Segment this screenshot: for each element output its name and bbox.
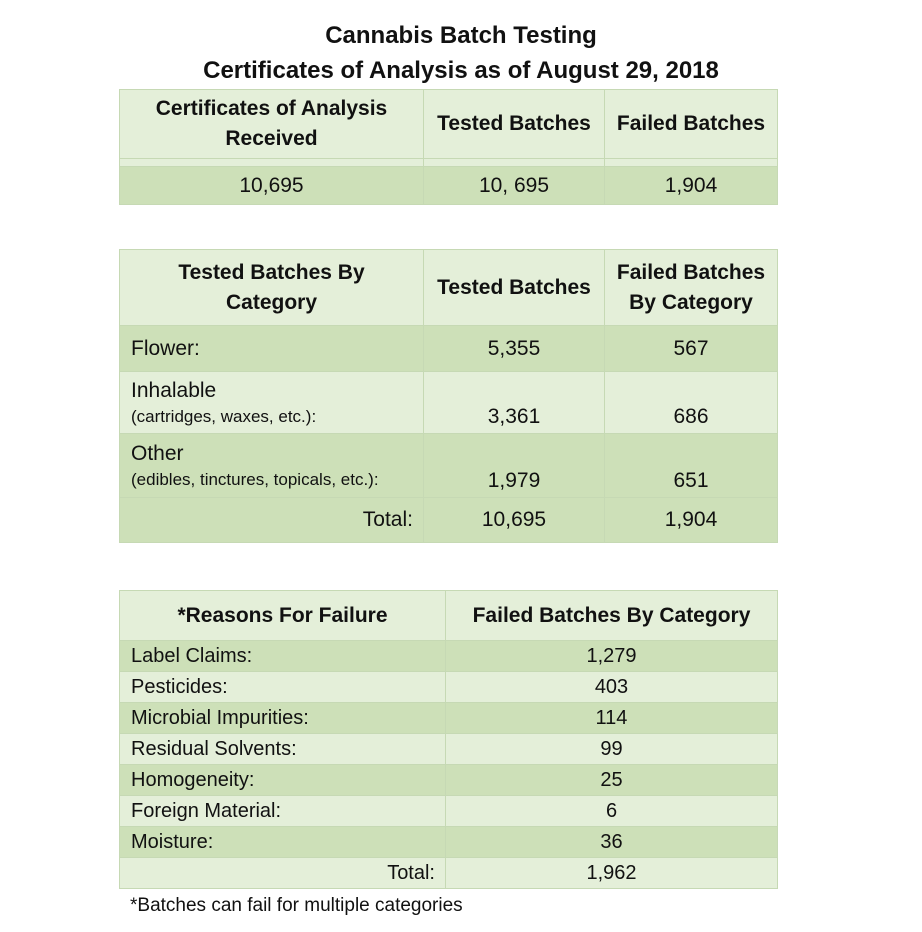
page-title-line2: Certificates of Analysis as of August 29, 2018: [203, 57, 719, 84]
summary-header-failed: Failed Batches: [605, 90, 778, 159]
table-row: [120, 641, 778, 672]
reason-label: Pesticides:: [120, 672, 446, 703]
category-row-failed: 567: [605, 326, 778, 372]
category-row-failed: 651: [605, 434, 778, 498]
reason-label: Foreign Material:: [120, 796, 446, 827]
page-title-line1: Cannabis Batch Testing: [325, 22, 597, 49]
table-row: [120, 434, 778, 498]
category-total-tested: 10,695: [424, 498, 605, 543]
category-row-failed: 686: [605, 372, 778, 434]
reason-label: Moisture:: [120, 827, 446, 858]
reasons-header-label: *Reasons For Failure: [120, 591, 446, 641]
reason-value: 6: [446, 796, 778, 827]
category-header-failed: Failed Batches By Category: [605, 250, 778, 326]
category-row-label: Other: [131, 441, 184, 465]
category-header-label: Tested Batches By Category: [120, 250, 424, 326]
reason-label: Residual Solvents:: [120, 734, 446, 765]
table-row: [120, 765, 778, 796]
table-row: [120, 734, 778, 765]
table-row: [120, 827, 778, 858]
table-row: [120, 858, 778, 889]
summary-table: [119, 89, 778, 205]
table-row: [120, 672, 778, 703]
category-table: [119, 249, 778, 543]
summary-value-failed: 1,904: [605, 167, 778, 205]
category-row-label: Inhalable: [131, 378, 217, 402]
summary-header-tested: Tested Batches: [424, 90, 605, 159]
table-row: [120, 498, 778, 543]
summary-header-coa: Certificates of Analysis Received: [120, 90, 424, 159]
reasons-total-label: Total:: [120, 858, 446, 889]
category-row-sublabel: (cartridges, waxes, etc.):: [131, 406, 317, 426]
category-total-label: Total:: [120, 498, 424, 543]
reasons-table: [119, 590, 778, 889]
category-row-tested: 3,361: [424, 372, 605, 434]
category-row-tested: 1,979: [424, 434, 605, 498]
reason-label: Label Claims:: [120, 641, 446, 672]
category-total-failed: 1,904: [605, 498, 778, 543]
summary-value-coa: 10,695: [120, 167, 424, 205]
footnote: *Batches can fail for multiple categories: [130, 895, 463, 916]
category-header-tested: Tested Batches: [424, 250, 605, 326]
reasons-total-value: 1,962: [446, 858, 778, 889]
category-row-label: Flower:: [131, 336, 200, 360]
reason-label: Homogeneity:: [120, 765, 446, 796]
table-row: [120, 703, 778, 734]
category-row-sublabel: (edibles, tinctures, topicals, etc.):: [131, 469, 379, 489]
reason-value: 403: [446, 672, 778, 703]
table-row: [120, 796, 778, 827]
reason-value: 1,279: [446, 641, 778, 672]
reason-value: 99: [446, 734, 778, 765]
summary-value-tested: 10, 695: [424, 167, 605, 205]
table-row: [120, 326, 778, 372]
reason-value: 36: [446, 827, 778, 858]
reasons-header-value: Failed Batches By Category: [446, 591, 778, 641]
reason-label: Microbial Impurities:: [120, 703, 446, 734]
reason-value: 25: [446, 765, 778, 796]
table-row: [120, 372, 778, 434]
reason-value: 114: [446, 703, 778, 734]
category-row-tested: 5,355: [424, 326, 605, 372]
